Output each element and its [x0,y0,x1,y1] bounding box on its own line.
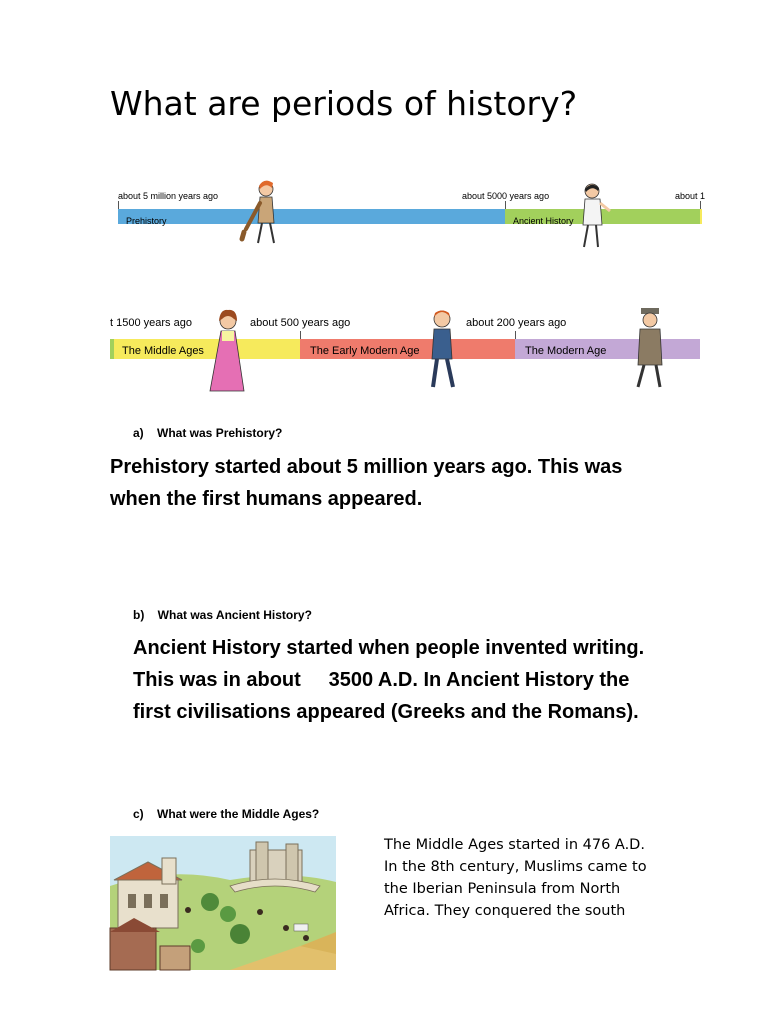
medieval-town-illustration [110,836,336,970]
question-marker: b) [133,608,145,622]
timeline-prehistory-ancient [110,185,706,265]
band-label: The Early Modern Age [310,345,420,357]
band-prehistory [118,209,505,224]
timeline-label: about 1 [675,191,706,201]
answer-c [384,834,714,922]
answer-b [133,632,733,728]
timeline-middle-modern [110,305,702,400]
medieval-woman-illustration [206,307,250,397]
band-label: Ancient History [513,216,574,226]
question-text: What was Prehistory? [157,426,283,440]
page-title: What are periods of history? [110,84,578,123]
question-text: What were the Middle Ages? [157,807,320,821]
timeline-label: about 500 years ago [250,317,351,329]
answer-line: the Iberian Peninsula from North [384,881,621,897]
ancient-person-illustration [574,181,614,255]
answer-a: Prehistory started about 5 million years ago. This was when the first humans appeared. [110,456,623,510]
timeline-label: t 1500 years ago [110,317,192,329]
answer-line: In the 8th century, Muslims came to [384,859,647,875]
band-label: Prehistory [126,216,167,226]
question-text: What was Ancient History? [157,608,312,622]
answer-line: This was in about 3500 A.D. In Ancient History the [133,669,630,691]
prehistoric-person-illustration [240,177,290,255]
question-a [133,426,282,440]
answer-line: Africa. They conquered the south [384,903,626,919]
answer-line: The Middle Ages started in 476 A.D. [384,837,645,853]
question-marker: a) [133,426,144,440]
question-marker: c) [133,807,144,821]
band-next-yellow [700,209,702,224]
modern-person-illustration [628,305,672,395]
early-modern-person-illustration [422,305,462,395]
band-early-modern-age [300,339,515,359]
question-b [133,608,312,622]
question-c [133,807,319,821]
timeline-label: about 5 million years ago [118,191,219,201]
answer-line: Ancient History started when people invented writing. [133,637,645,659]
timeline-label: about 200 years ago [466,317,567,329]
band-modern-age [515,339,700,359]
band-label: The Middle Ages [122,345,204,357]
timeline-label: about 5000 years ago [462,191,550,201]
band-label: The Modern Age [525,345,607,357]
answer-line: first civilisations appeared (Greeks and the Romans). [133,701,639,723]
